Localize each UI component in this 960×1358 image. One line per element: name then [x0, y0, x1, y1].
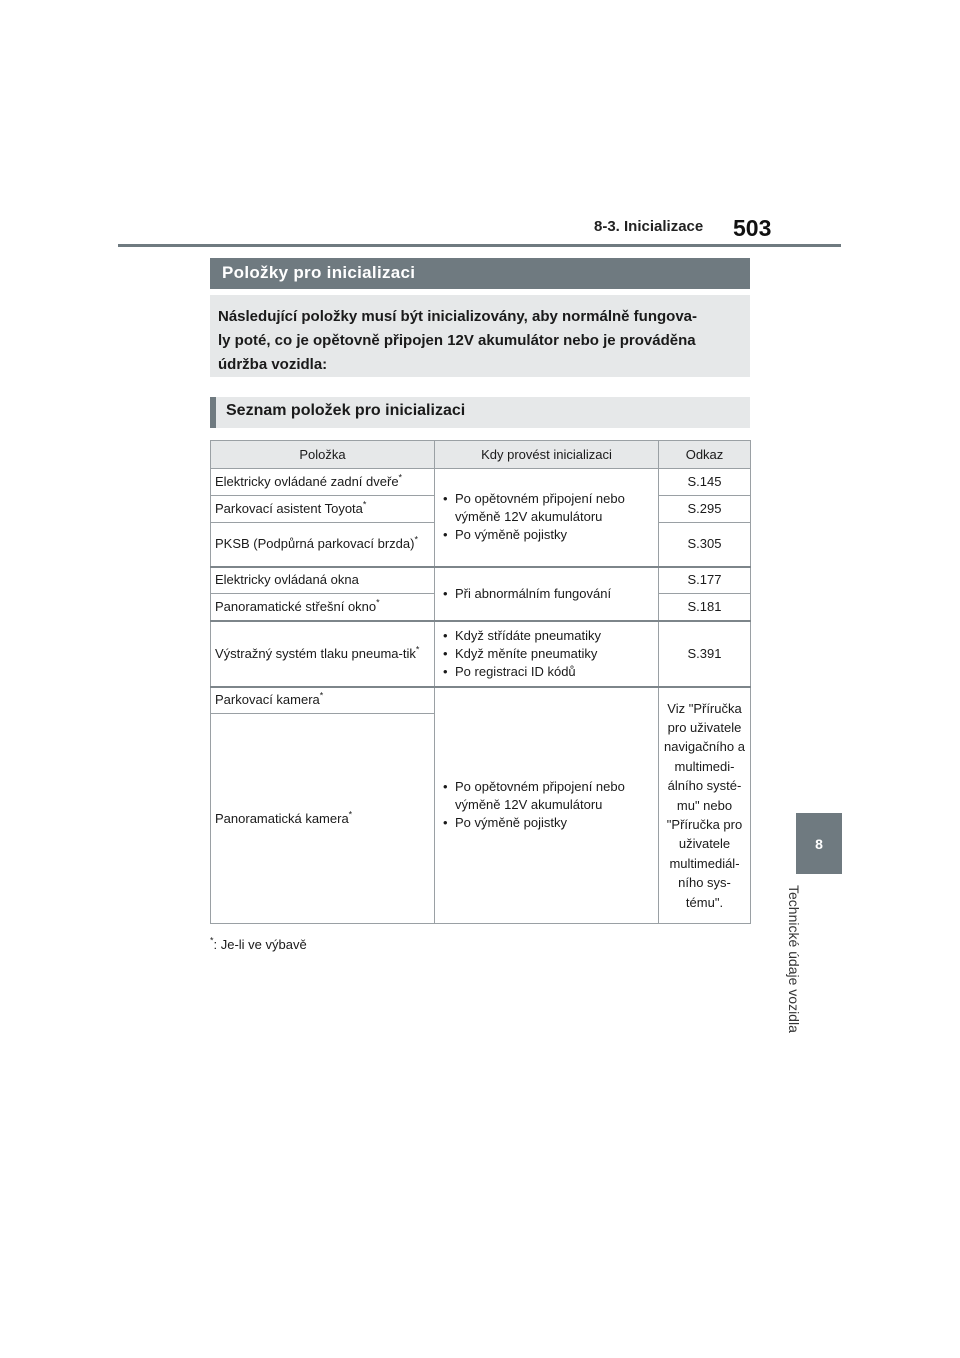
intro-line-1: Následující položky musí být inicializovány, aby normálně fungova-	[218, 308, 697, 325]
when-cell	[435, 621, 659, 687]
column-header-item: Položka	[211, 441, 435, 469]
item-cell: Elektricky ovládaná okna	[211, 567, 435, 594]
ref-cell: S.391	[659, 621, 751, 687]
item-cell: Výstražný systém tlaku pneuma-tik*	[211, 621, 435, 687]
when-cell	[435, 567, 659, 621]
ref-cell: S.295	[659, 496, 751, 523]
list-item: • Po výměně pojistky	[455, 814, 654, 832]
item-cell: Parkovací asistent Toyota*	[211, 496, 435, 523]
list-item: • Po výměně pojistky	[455, 526, 654, 544]
item-cell: Panoramatické střešní okno*	[211, 594, 435, 621]
item-cell: Parkovací kamera*	[211, 687, 435, 714]
intro-line-2: ly poté, co je opětovně připojen 12V akumulátor nebo je prováděna	[218, 332, 696, 349]
list-item: • Po opětovném připojení nebo výměně 12V akumulátoru	[455, 490, 654, 526]
when-cell	[435, 687, 659, 924]
when-cell	[435, 469, 659, 567]
list-item: • Po registraci ID kódů	[455, 663, 654, 681]
intro-box	[210, 295, 750, 377]
chapter-tab[interactable]: 8	[796, 813, 842, 874]
list-item: • Po opětovném připojení nebo výměně 12V akumulátoru	[455, 778, 654, 814]
header-rule	[118, 244, 841, 247]
table-header-row	[211, 441, 751, 469]
ref-cell: S.177	[659, 567, 751, 594]
footnote-mark: *	[210, 935, 214, 946]
page-header-section: 8-3. Inicializace	[594, 218, 704, 235]
footnote-text: : Je-li ve výbavě	[213, 937, 307, 952]
list-item: • Když měníte pneumatiky	[455, 645, 654, 663]
chapter-title: Technické údaje vozidla	[786, 885, 802, 1033]
item-cell: Panoramatická kamera*	[211, 714, 435, 924]
ref-cell: S.181	[659, 594, 751, 621]
table-row	[211, 567, 751, 594]
item-cell: PKSB (Podpůrná parkovací brzda)*	[211, 523, 435, 567]
chapter-title-vertical	[778, 885, 810, 1055]
footnote	[210, 937, 307, 952]
table-row	[211, 687, 751, 714]
section-title: Položky pro inicializaci	[210, 258, 750, 289]
column-header-ref: Odkaz	[659, 441, 751, 469]
page-number: 503	[733, 215, 772, 241]
ref-cell: S.145	[659, 469, 751, 496]
list-item: • Při abnormálním fungování	[455, 585, 654, 603]
intro-line-3: údržba vozidla:	[218, 356, 328, 373]
table-row	[211, 621, 751, 687]
ref-cell: Viz "Příručka pro uživatele navigačního a multimedi-álního systé-mu" nebo "Příručka pro uživatele multimediál-ního sys-tému".	[659, 687, 751, 924]
column-header-when: Kdy provést inicializaci	[435, 441, 659, 469]
item-cell: Elektricky ovládané zadní dveře*	[211, 469, 435, 496]
list-item: • Když střídáte pneumatiky	[455, 627, 654, 645]
ref-cell: S.305	[659, 523, 751, 567]
table-row	[211, 469, 751, 496]
initialization-table	[210, 440, 751, 924]
subsection-title: Seznam položek pro inicializaci	[210, 397, 750, 428]
